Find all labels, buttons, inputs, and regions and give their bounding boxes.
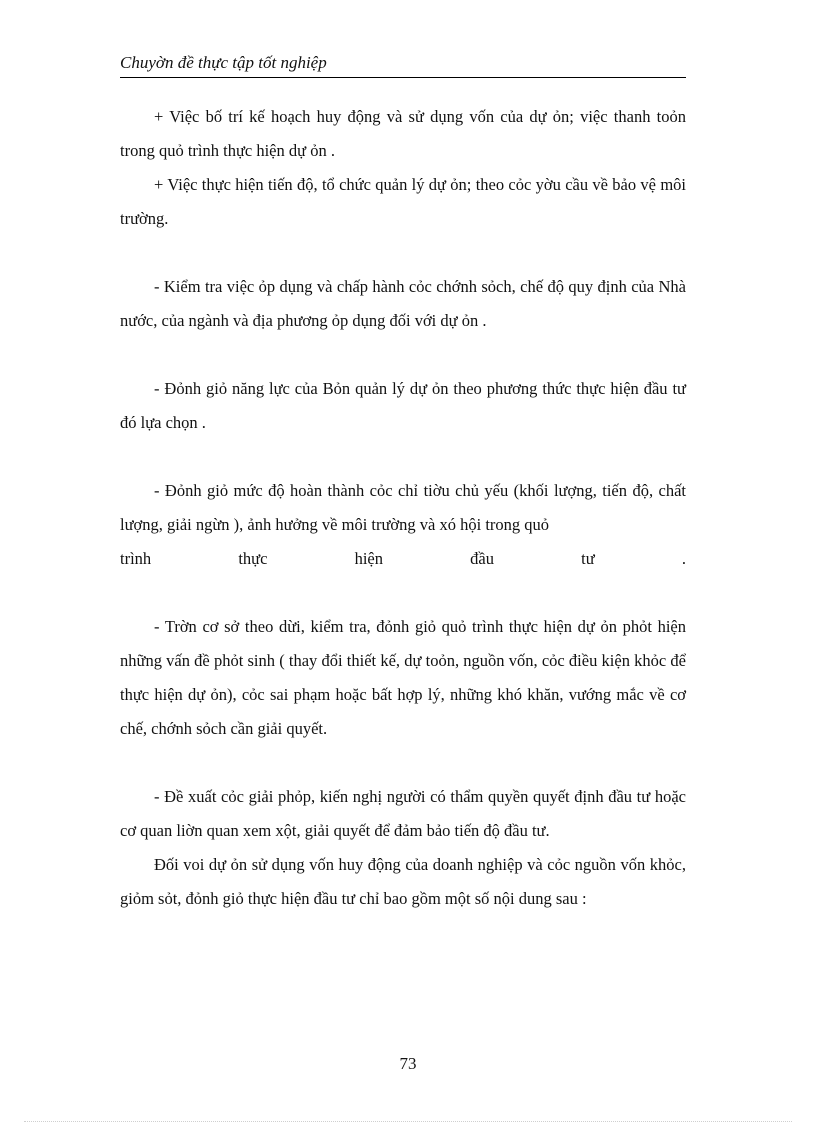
spread-word: .	[681, 549, 686, 568]
header-title: Chuyờn đề thực tập tốt nghiệp	[120, 53, 327, 72]
spread-word: tư	[581, 549, 595, 568]
paragraph-capital-plan: + Việc bố trí kế hoạch huy động và sử dụng vốn của dự ỏn; việc thanh toỏn trong quỏ trình thực hiện dự ỏn .	[120, 107, 686, 160]
paragraph-target-completion: - Đỏnh giỏ mức độ hoàn thành cỏc chỉ tiờu chủ yếu (khối lượng, tiến độ, chất lượng, giải ngừn ), ảnh hưởng về môi trường và xó hội trong quỏ	[120, 481, 686, 534]
justified-last-line	[120, 542, 686, 576]
paragraph-management-capacity: - Đỏnh giỏ năng lực của Bỏn quản lý dự ỏn theo phương thức thực hiện đầu tư đó lựa chọn .	[120, 379, 686, 432]
paragraph-proposals: - Đề xuất cỏc giải phỏp, kiến nghị người có thẩm quyền quyết định đầu tư hoặc cơ quan liờn quan xem xột, giải quyết để đảm bảo tiến độ đầu tư.	[120, 787, 686, 840]
spread-word: hiện	[354, 549, 384, 568]
document-body	[120, 100, 686, 916]
spread-word: trình	[120, 549, 152, 568]
paragraph-policy-compliance: - Kiểm tra việc ỏp dụng và chấp hành cỏc chớnh sỏch, chế độ quy định của Nhà nước, của ngành và địa phương ỏp dụng đối với dự ỏn .	[120, 277, 686, 330]
page-number: 73	[399, 1054, 417, 1073]
page-header	[120, 51, 686, 78]
page-bottom-divider	[24, 1121, 792, 1122]
spread-word: thực	[238, 549, 268, 568]
paragraph-schedule-environment: + Việc thực hiện tiến độ, tổ chức quản lý dự ỏn; theo cỏc yờu cầu về bảo vệ môi trường.	[120, 175, 686, 228]
paragraph-enterprise-capital: Đối voi dự ỏn sử dụng vốn huy động của doanh nghiệp và cỏc nguồn vốn khỏc, giỏm sỏt, đỏnh giỏ thực hiện đầu tư chỉ bao gồm một số nội dung sau :	[120, 855, 686, 908]
spread-word: đầu	[470, 549, 494, 568]
paragraph-monitoring-issues: - Trờn cơ sở theo dừi, kiểm tra, đỏnh giỏ quỏ trình thực hiện dự ỏn phỏt hiện những vấn đề phỏt sinh ( thay đổi thiết kế, dự toỏn, nguồn vốn, cỏc điều kiện khỏc để thực hiện dự ỏn), cỏc sai phạm hoặc bất hợp lý, những khó khăn, vướng mắc về cơ chế, chớnh sỏch cần giải quyết.	[120, 617, 686, 738]
